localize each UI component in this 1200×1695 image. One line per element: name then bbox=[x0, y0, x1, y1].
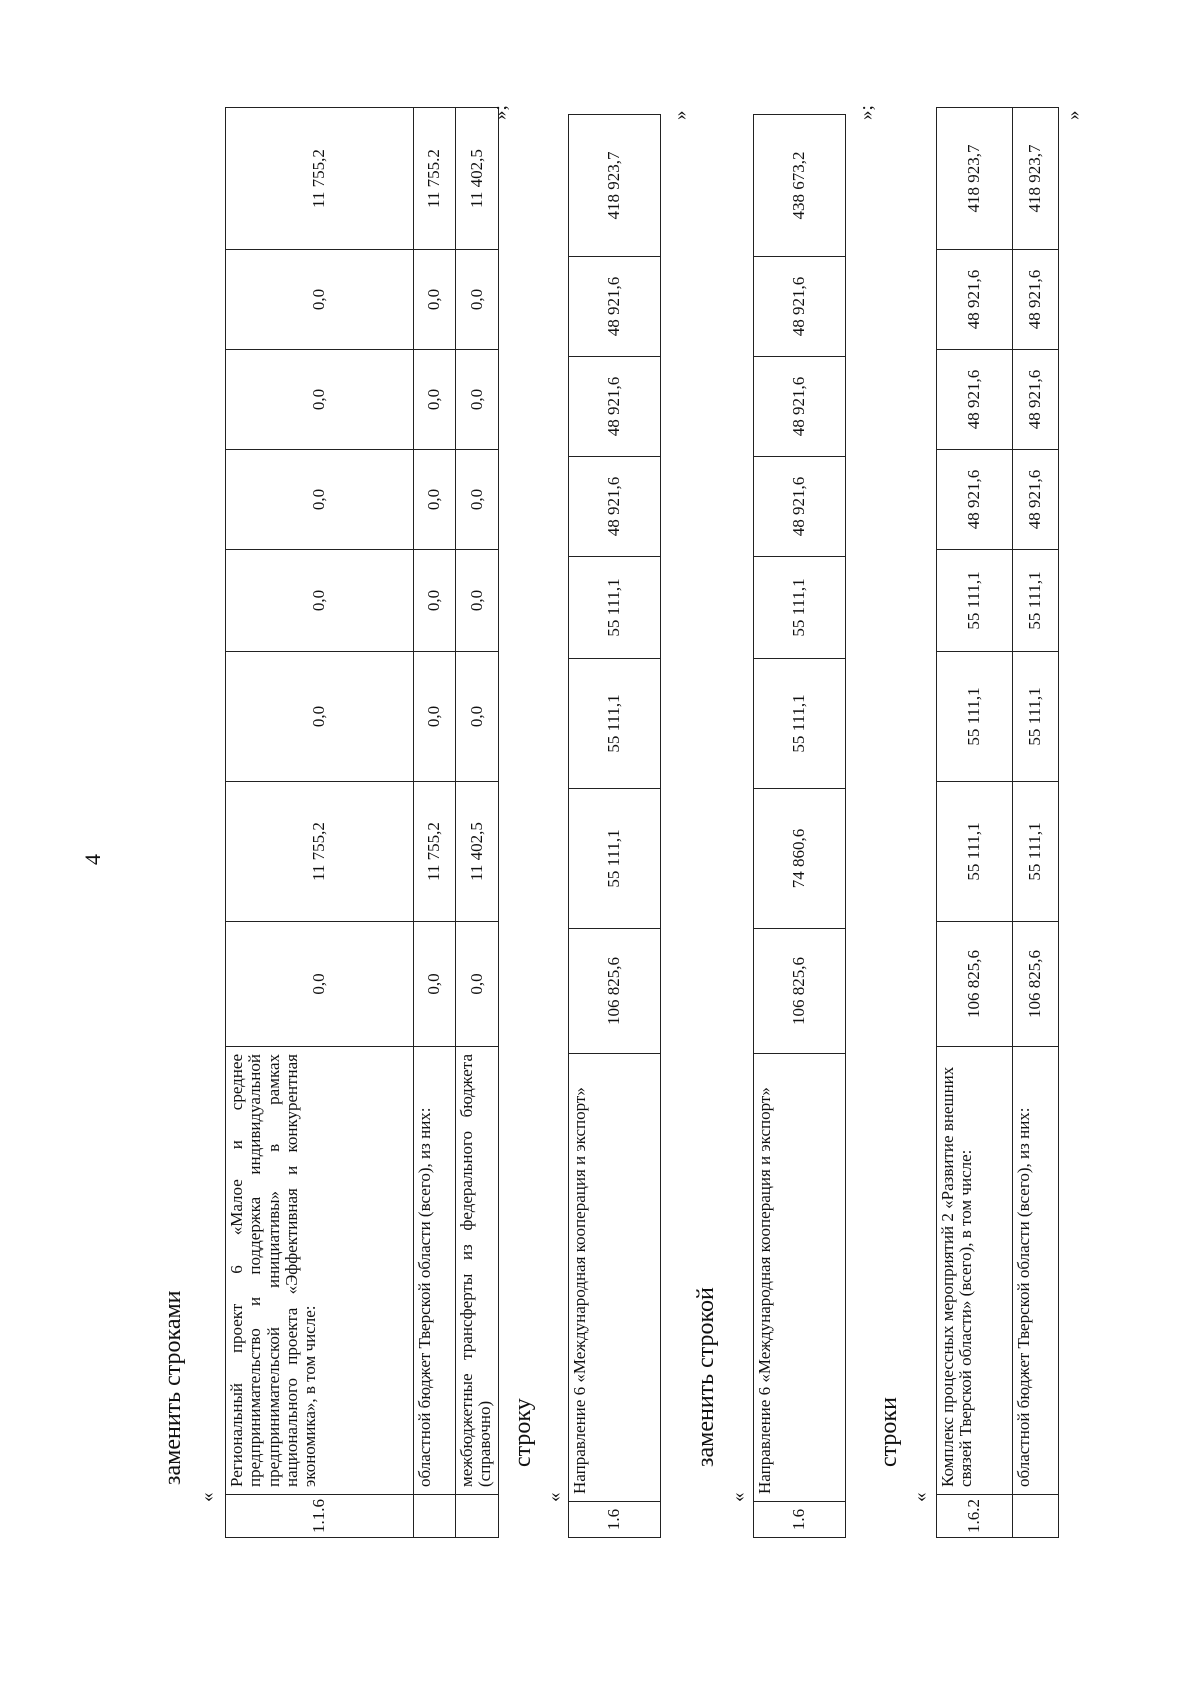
value-cell: 0,0 bbox=[226, 350, 414, 450]
row-name: Региональный проект 6 «Малое и среднее предпринимательство и поддержка индивидуальной предпринимательской инициативы» в рамках национального проекта «Эффективная и конкурентная экономика», в том числе: bbox=[226, 1047, 414, 1495]
open-quote: « bbox=[728, 1492, 749, 1502]
value-cell: 55 111,1 bbox=[937, 782, 1013, 922]
budget-table bbox=[225, 107, 499, 1538]
value-cell: 0,0 bbox=[414, 922, 456, 1047]
section-heading: строку bbox=[510, 1398, 536, 1467]
value-cell: 55 111,1 bbox=[569, 789, 661, 929]
value-cell: 11 402,5 bbox=[456, 782, 499, 922]
row-number bbox=[414, 1495, 456, 1538]
value-cell: 0,0 bbox=[414, 450, 456, 550]
open-quote: « bbox=[544, 1492, 565, 1502]
close-quote: » bbox=[1063, 110, 1084, 120]
row-name: областной бюджет Тверской области (всего), из них: bbox=[414, 1047, 456, 1495]
value-cell: 48 921,6 bbox=[937, 250, 1013, 350]
value-cell: 11 755,2 bbox=[226, 108, 414, 250]
close-quote: » bbox=[670, 110, 691, 120]
value-cell: 48 921,6 bbox=[569, 457, 661, 557]
section-heading: строки bbox=[876, 1397, 902, 1467]
value-cell: 48 921,6 bbox=[754, 357, 846, 457]
value-cell: 55 111,1 bbox=[1013, 550, 1059, 652]
value-cell: 0,0 bbox=[456, 450, 499, 550]
table-row bbox=[937, 108, 1013, 1538]
table-row bbox=[569, 115, 661, 1538]
value-cell: 0,0 bbox=[456, 922, 499, 1047]
value-cell: 48 921,6 bbox=[937, 450, 1013, 550]
row-number: 1.1.6 bbox=[226, 1495, 414, 1538]
value-cell: 55 111,1 bbox=[1013, 782, 1059, 922]
value-cell: 55 111,1 bbox=[1013, 652, 1059, 782]
value-cell: 438 673,2 bbox=[754, 115, 846, 257]
budget-table bbox=[753, 114, 846, 1538]
value-cell: 418 923,7 bbox=[569, 115, 661, 257]
value-cell: 55 111,1 bbox=[754, 557, 846, 659]
value-cell: 0,0 bbox=[456, 250, 499, 350]
value-cell: 48 921,6 bbox=[1013, 250, 1059, 350]
value-cell: 0,0 bbox=[226, 550, 414, 652]
value-cell: 0,0 bbox=[414, 350, 456, 450]
value-cell: 55 111,1 bbox=[937, 652, 1013, 782]
row-number: 1.6 bbox=[569, 1502, 661, 1538]
table-row bbox=[456, 108, 499, 1538]
section-heading: заменить строкой bbox=[693, 1287, 719, 1467]
value-cell: 55 111,1 bbox=[937, 550, 1013, 652]
section-heading: заменить строками bbox=[160, 1290, 186, 1485]
table-row bbox=[226, 108, 414, 1538]
value-cell: 106 825,6 bbox=[937, 922, 1013, 1047]
value-cell: 0,0 bbox=[414, 550, 456, 652]
value-cell: 11 755,2 bbox=[226, 782, 414, 922]
value-cell: 11 755,2 bbox=[414, 782, 456, 922]
value-cell: 418 923,7 bbox=[937, 108, 1013, 250]
row-name: Комплекс процессных мероприятий 2 «Развитие внешних связей Тверской области» (всего), в том числе: bbox=[937, 1047, 1013, 1495]
value-cell: 48 921,6 bbox=[1013, 450, 1059, 550]
value-cell: 48 921,6 bbox=[937, 350, 1013, 450]
open-quote: « bbox=[910, 1492, 931, 1502]
value-cell: 55 111,1 bbox=[569, 659, 661, 789]
value-cell: 0,0 bbox=[414, 652, 456, 782]
page-number: 4 bbox=[80, 854, 105, 865]
row-number: 1.6 bbox=[754, 1502, 846, 1538]
value-cell: 48 921,6 bbox=[754, 257, 846, 357]
row-number: 1.6.2 bbox=[937, 1495, 1013, 1538]
value-cell: 106 825,6 bbox=[754, 929, 846, 1054]
budget-table bbox=[568, 114, 661, 1538]
value-cell: 106 825,6 bbox=[1013, 922, 1059, 1047]
row-name: областной бюджет Тверской области (всего), из них: bbox=[1013, 1047, 1059, 1495]
value-cell: 0,0 bbox=[226, 250, 414, 350]
value-cell: 0,0 bbox=[226, 652, 414, 782]
value-cell: 11 755.2 bbox=[414, 108, 456, 250]
value-cell: 0,0 bbox=[456, 350, 499, 450]
row-number bbox=[1013, 1495, 1059, 1538]
table-row bbox=[754, 115, 846, 1538]
value-cell: 11 402,5 bbox=[456, 108, 499, 250]
value-cell: 48 921,6 bbox=[569, 357, 661, 457]
open-quote: « bbox=[197, 1492, 218, 1502]
value-cell: 0,0 bbox=[456, 652, 499, 782]
value-cell: 48 921,6 bbox=[1013, 350, 1059, 450]
budget-table bbox=[936, 107, 1059, 1538]
value-cell: 106 825,6 bbox=[569, 929, 661, 1054]
close-quote: »; bbox=[856, 105, 877, 120]
value-cell: 74 860,6 bbox=[754, 789, 846, 929]
value-cell: 55 111,1 bbox=[569, 557, 661, 659]
value-cell: 0,0 bbox=[226, 450, 414, 550]
row-name: Направление 6 «Международная кооперация и экспорт» bbox=[569, 1054, 661, 1502]
table-row bbox=[414, 108, 456, 1538]
row-name: Направление 6 «Международная кооперация и экспорт» bbox=[754, 1054, 846, 1502]
value-cell: 0,0 bbox=[456, 550, 499, 652]
row-name: межбюджетные трансферты из федерального бюджета (справочно) bbox=[456, 1047, 499, 1495]
close-quote: »; bbox=[490, 105, 511, 120]
row-number bbox=[456, 1495, 499, 1538]
value-cell: 418 923,7 bbox=[1013, 108, 1059, 250]
value-cell: 48 921,6 bbox=[754, 457, 846, 557]
table-row bbox=[1013, 108, 1059, 1538]
value-cell: 0,0 bbox=[226, 922, 414, 1047]
value-cell: 0,0 bbox=[414, 250, 456, 350]
value-cell: 48 921,6 bbox=[569, 257, 661, 357]
value-cell: 55 111,1 bbox=[754, 659, 846, 789]
